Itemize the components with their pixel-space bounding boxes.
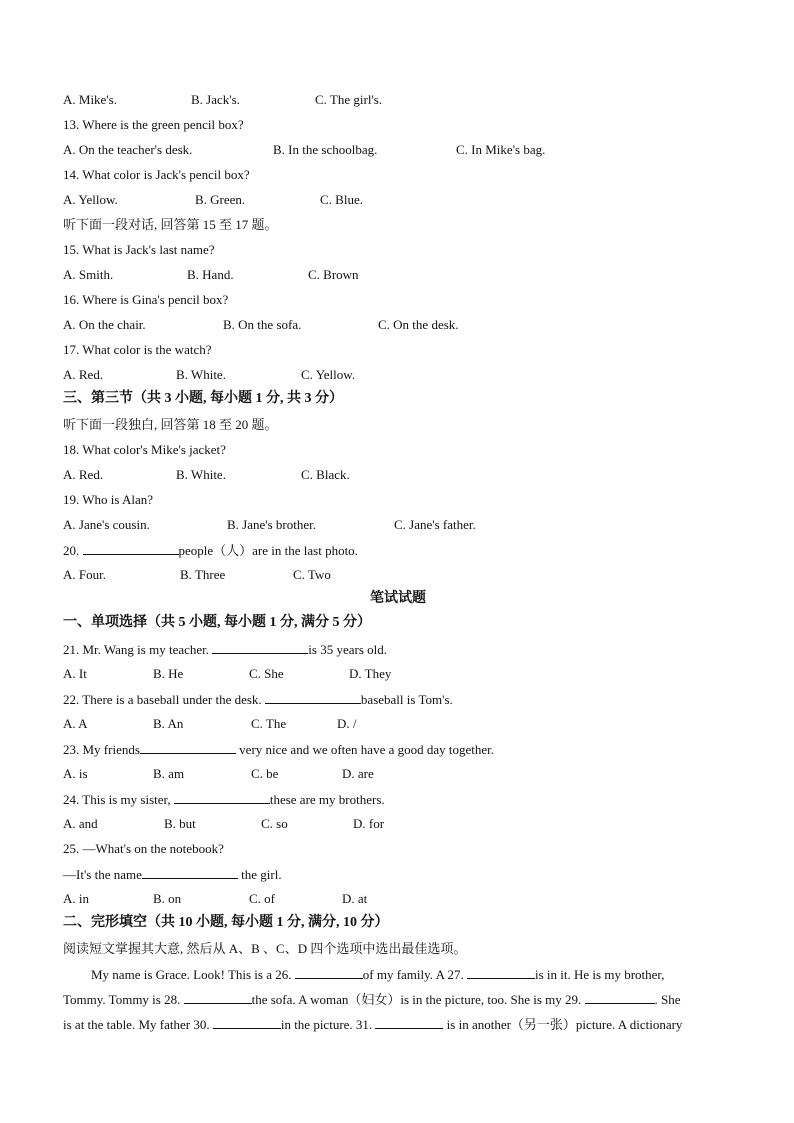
q23-text-after: very nice and we often have a good day together. bbox=[235, 742, 495, 757]
q16-option-c: C. On the desk. bbox=[378, 317, 459, 332]
q18-option-b: B. White. bbox=[176, 467, 226, 482]
q20-option-a: A. Four. bbox=[63, 567, 106, 582]
q17-option-a: A. Red. bbox=[63, 367, 104, 382]
q20-blank[interactable] bbox=[83, 542, 179, 555]
cloze-instruction: 阅读短文掌握其大意, 然后从 A、B 、C、D 四个选项中选出最佳选项。 bbox=[63, 941, 467, 956]
q13-option-b: B. In the schoolbag. bbox=[273, 142, 378, 157]
q12-option-a: A. Mike's. bbox=[63, 92, 117, 107]
q14-option-c: C. Blue. bbox=[320, 192, 363, 207]
q24-option-b: B. but bbox=[164, 816, 196, 831]
q25-option-d: D. at bbox=[342, 891, 368, 906]
cloze-line-1 bbox=[91, 966, 664, 983]
q24-text-before: 24. This is my sister, bbox=[63, 792, 171, 807]
q21-option-d: D. They bbox=[349, 666, 392, 681]
q22-option-a: A. A bbox=[63, 716, 88, 731]
q16-option-a: A. On the chair. bbox=[63, 317, 146, 332]
q16-option-b: B. On the sofa. bbox=[223, 317, 302, 332]
q22-option-b: B. An bbox=[153, 716, 184, 731]
q21-option-c: C. She bbox=[249, 666, 284, 681]
q19-stem: 19. Who is Alan? bbox=[63, 492, 154, 507]
q17-option-c: C. Yellow. bbox=[301, 367, 356, 382]
q18-stem: 18. What color's Mike's jacket? bbox=[63, 442, 226, 457]
cloze-line-3 bbox=[63, 1016, 682, 1033]
q17-stem: 17. What color is the watch? bbox=[63, 342, 212, 357]
q21-stem bbox=[63, 641, 387, 658]
q25-blank[interactable] bbox=[142, 866, 238, 879]
q23-option-c: C. be bbox=[251, 766, 279, 781]
q13-option-a: A. On the teacher's desk. bbox=[63, 142, 193, 157]
q25-option-a: A. in bbox=[63, 891, 89, 906]
q25-text-before: —It's the name bbox=[63, 867, 142, 882]
cloze-blank-29[interactable] bbox=[585, 991, 655, 1004]
q23-option-b: B. am bbox=[153, 766, 185, 781]
q14-stem: 14. What color is Jack's pencil box? bbox=[63, 167, 250, 182]
section3-heading: 三、第三节（共 3 小题, 每小题 1 分, 共 3 分） bbox=[63, 391, 343, 406]
q20-stem bbox=[63, 542, 358, 559]
q25-option-b: B. on bbox=[153, 891, 182, 906]
q25-line1: 25. —What's on the notebook? bbox=[63, 841, 224, 856]
q24-stem bbox=[63, 791, 385, 808]
q20-option-c: C. Two bbox=[293, 567, 331, 582]
q12-option-c: C. The girl's. bbox=[315, 92, 383, 107]
part2-heading: 二、完形填空（共 10 小题, 每小题 1 分, 满分, 10 分） bbox=[63, 915, 389, 930]
q13-option-c: C. In Mike's bag. bbox=[456, 142, 546, 157]
cloze-text: Tommy. Tommy is 28. bbox=[63, 992, 181, 1007]
written-test-title: 笔试试题 bbox=[370, 591, 426, 606]
cloze-text: is in it. He is my brother, bbox=[535, 967, 665, 982]
q12-option-b: B. Jack's. bbox=[191, 92, 240, 107]
q21-text-before: 21. Mr. Wang is my teacher. bbox=[63, 642, 210, 657]
q23-blank[interactable] bbox=[140, 741, 236, 754]
q15-option-c: C. Brown bbox=[308, 267, 359, 282]
q17-option-b: B. White. bbox=[176, 367, 226, 382]
cloze-blank-30[interactable] bbox=[213, 1016, 281, 1029]
q16-stem: 16. Where is Gina's pencil box? bbox=[63, 292, 229, 307]
monologue-instruction: 听下面一段独白, 回答第 18 至 20 题。 bbox=[63, 417, 278, 432]
q14-option-a: A. Yellow. bbox=[63, 192, 118, 207]
cloze-text: My name is Grace. Look! This is a 26. bbox=[91, 967, 292, 982]
q13-stem: 13. Where is the green pencil box? bbox=[63, 117, 244, 132]
q19-option-c: C. Jane's father. bbox=[394, 517, 476, 532]
q15-option-a: A. Smith. bbox=[63, 267, 114, 282]
q22-stem bbox=[63, 691, 453, 708]
q24-option-a: A. and bbox=[63, 816, 98, 831]
q21-option-b: B. He bbox=[153, 666, 184, 681]
q22-option-c: C. The bbox=[251, 716, 287, 731]
cloze-blank-26[interactable] bbox=[295, 966, 363, 979]
q18-option-c: C. Black. bbox=[301, 467, 350, 482]
cloze-text: in the picture. 31. bbox=[280, 1017, 373, 1032]
q19-option-a: A. Jane's cousin. bbox=[63, 517, 150, 532]
dialog-instruction: 听下面一段对话, 回答第 15 至 17 题。 bbox=[63, 217, 278, 232]
cloze-blank-27[interactable] bbox=[467, 966, 535, 979]
q25-text-after: the girl. bbox=[237, 867, 282, 882]
q20-option-b: B. Three bbox=[180, 567, 226, 582]
cloze-text: is in another（另一张）picture. A dictionary bbox=[443, 1017, 683, 1032]
q21-option-a: A. It bbox=[63, 666, 87, 681]
cloze-blank-31[interactable] bbox=[375, 1016, 443, 1029]
cloze-text: of my family. A 27. bbox=[362, 967, 464, 982]
q22-text-after: baseball is Tom's. bbox=[360, 692, 453, 707]
q24-option-c: C. so bbox=[261, 816, 288, 831]
cloze-text: the sofa. A woman（妇女）is in the picture, too. She is my 29. bbox=[251, 992, 582, 1007]
cloze-text: is at the table. My father 30. bbox=[63, 1017, 210, 1032]
q19-option-b: B. Jane's brother. bbox=[227, 517, 316, 532]
q22-option-d: D. / bbox=[337, 716, 357, 731]
cloze-line-2 bbox=[63, 991, 681, 1008]
q24-blank[interactable] bbox=[174, 791, 270, 804]
q15-option-b: B. Hand. bbox=[187, 267, 234, 282]
q24-text-after: these are my brothers. bbox=[269, 792, 385, 807]
q25-option-c: C. of bbox=[249, 891, 275, 906]
q18-option-a: A. Red. bbox=[63, 467, 104, 482]
q21-text-after: is 35 years old. bbox=[308, 642, 387, 657]
q15-stem: 15. What is Jack's last name? bbox=[63, 242, 215, 257]
q23-option-a: A. is bbox=[63, 766, 88, 781]
q23-stem bbox=[63, 741, 494, 758]
q25-stem bbox=[63, 866, 282, 883]
q23-text-before: 23. My friends bbox=[63, 742, 140, 757]
q22-blank[interactable] bbox=[265, 691, 361, 704]
q23-option-d: D. are bbox=[342, 766, 374, 781]
q20-number: 20. bbox=[63, 543, 80, 558]
cloze-text: . She bbox=[654, 992, 681, 1007]
part1-heading: 一、单项选择（共 5 小题, 每小题 1 分, 满分 5 分） bbox=[63, 615, 371, 630]
q14-option-b: B. Green. bbox=[195, 192, 246, 207]
cloze-blank-28[interactable] bbox=[184, 991, 252, 1004]
q21-blank[interactable] bbox=[212, 641, 308, 654]
q22-text-before: 22. There is a baseball under the desk. bbox=[63, 692, 262, 707]
q24-option-d: D. for bbox=[353, 816, 385, 831]
q20-rest: people（人）are in the last photo. bbox=[178, 543, 358, 558]
